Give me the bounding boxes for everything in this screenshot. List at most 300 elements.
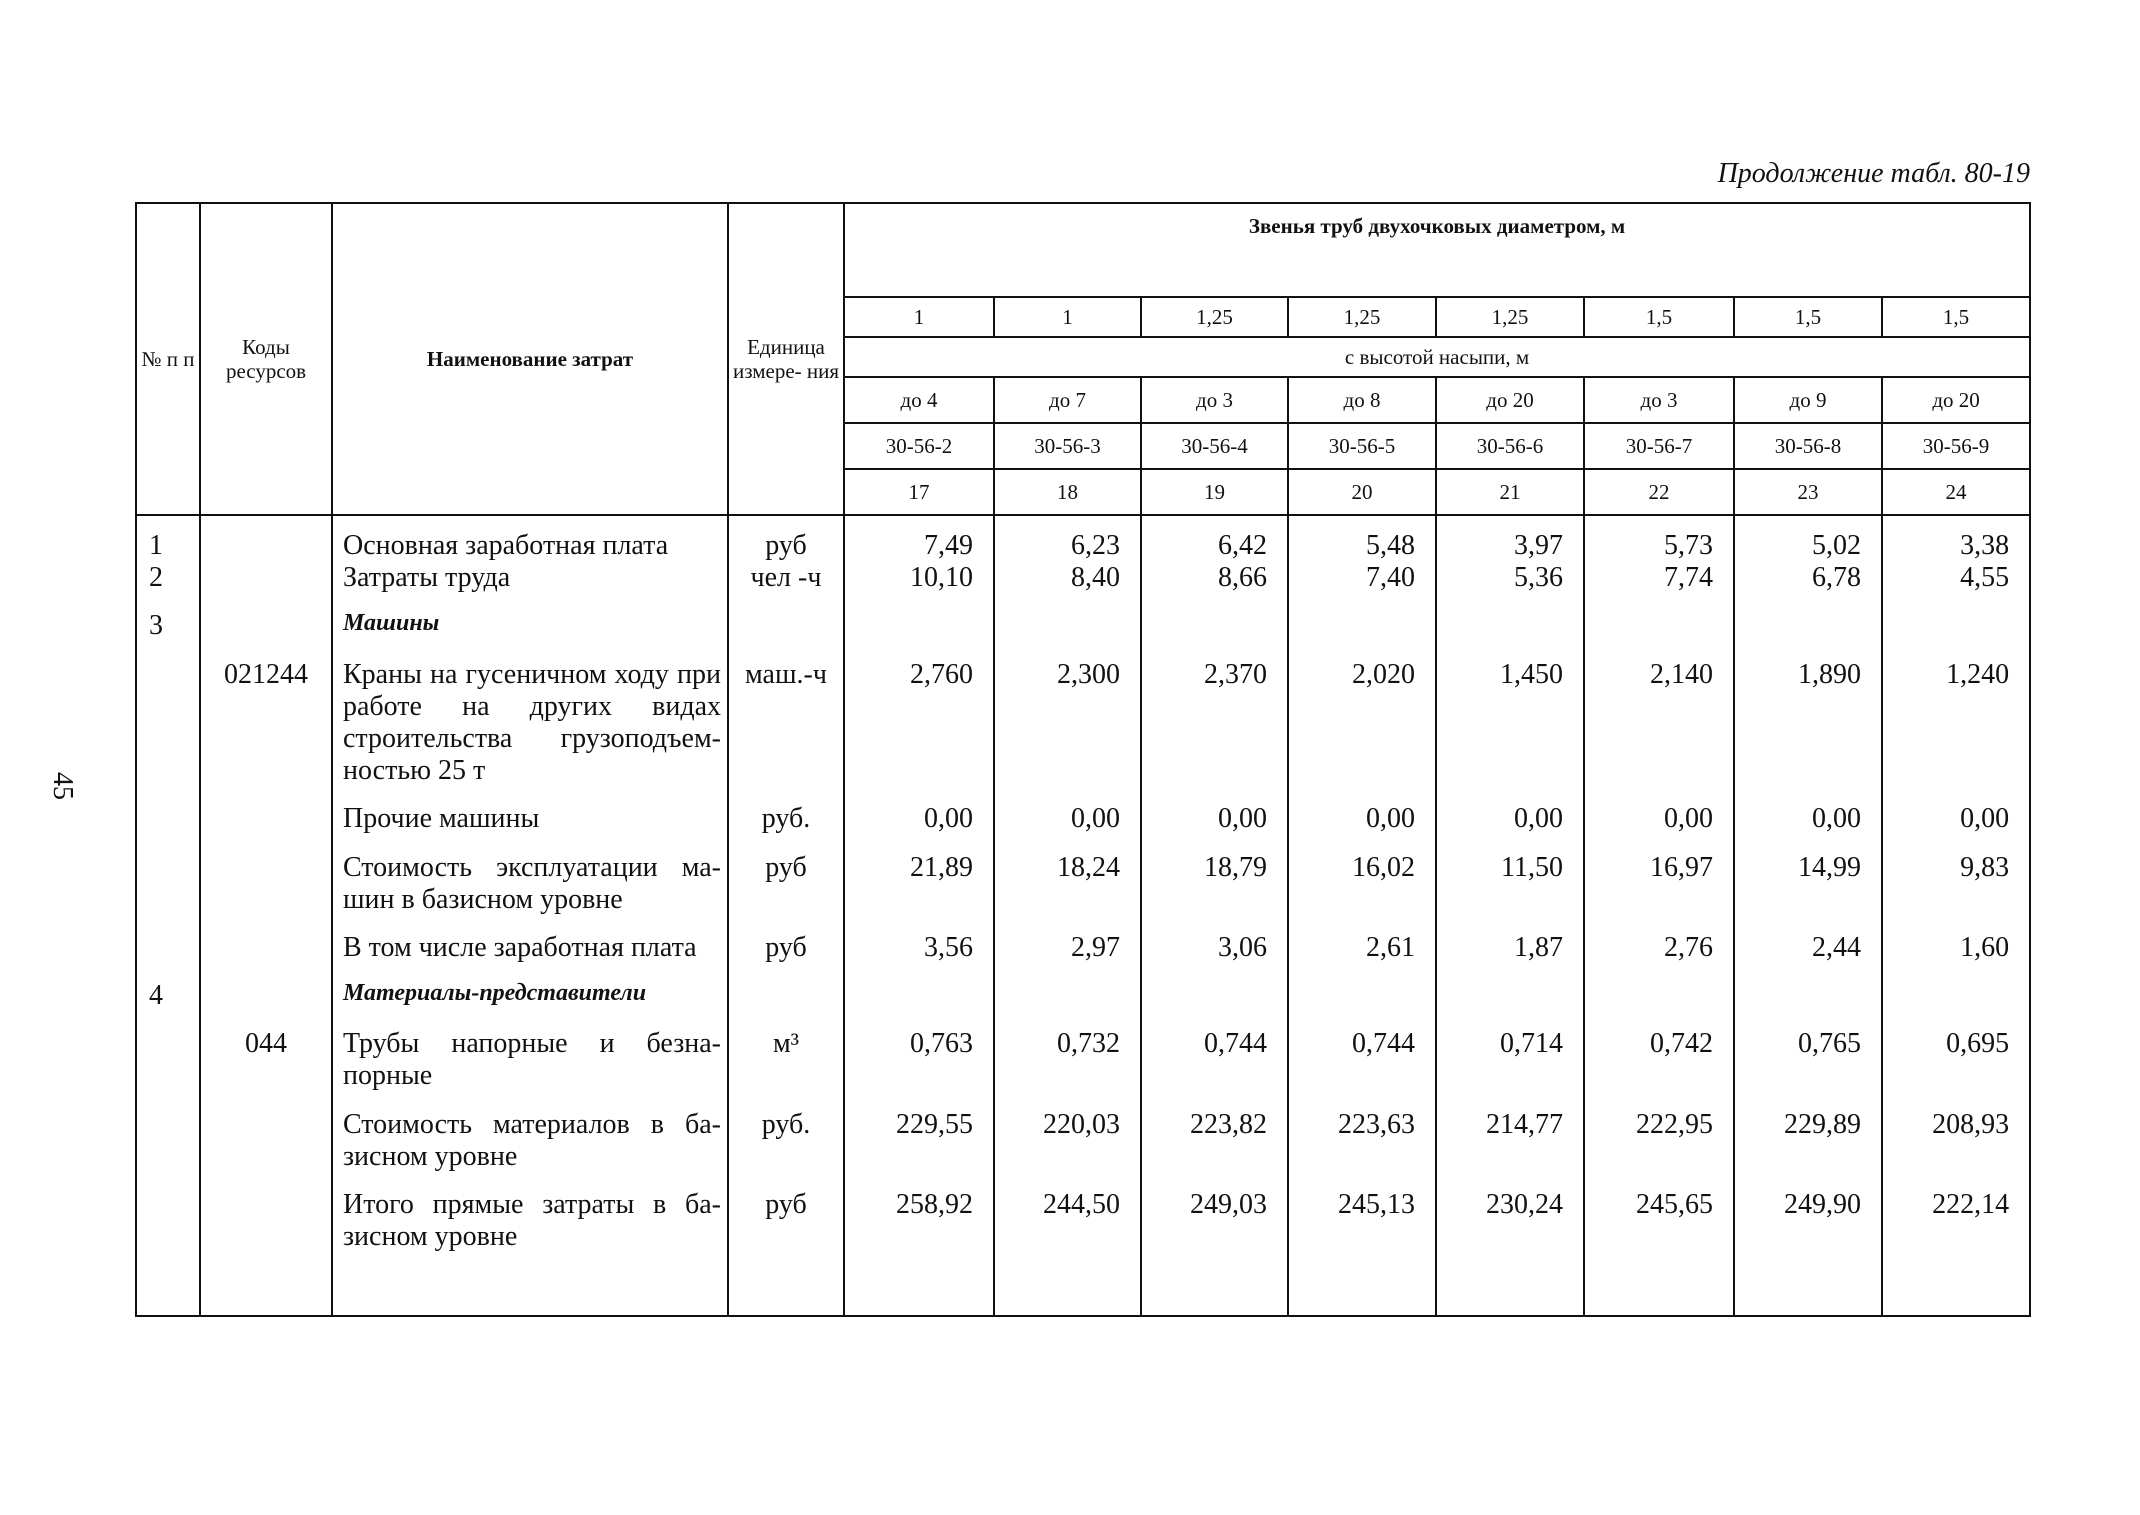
resource-code: 021244 [200,659,332,788]
spacer-cell [1141,916,1288,932]
spacer-cell [844,1253,994,1316]
value-cell: 6,42 [1141,515,1288,562]
value-cell: 0,00 [844,803,994,835]
spacer-cell [1882,594,2030,610]
spacer-cell [200,1012,332,1028]
col-header-height-label: с высотой насыпи, м [844,337,2030,377]
spacer-cell [1882,1253,2030,1316]
spacer-cell [844,1173,994,1189]
spacer-cell [136,787,200,803]
value-cell [1584,610,1734,642]
spacer-cell [136,1012,200,1028]
value-cell: 9,83 [1882,852,2030,916]
unit [728,610,844,642]
table-row [136,932,2030,964]
value-cell [1584,980,1734,1012]
spacer-cell [994,964,1141,980]
col-header-number: 24 [1882,469,2030,515]
row-number [136,932,200,964]
col-header-diameter: 1,5 [1882,297,2030,337]
col-header-name: Наименование затрат [332,203,728,515]
value-cell: 5,48 [1288,515,1436,562]
spacer-cell [844,643,994,659]
value-cell [1288,980,1436,1012]
value-cell [1436,980,1584,1012]
spacer-cell [1882,964,2030,980]
value-cell: 2,44 [1734,932,1882,964]
col-header-height: до 3 [1584,377,1734,423]
value-cell: 2,370 [1141,659,1288,788]
col-header-number: 23 [1734,469,1882,515]
value-cell: 2,76 [1584,932,1734,964]
col-header-diameter: 1,25 [1288,297,1436,337]
cost-name: Итого прямые затраты в ба- зисном уровне [332,1189,728,1253]
cost-name: Затраты труда [332,562,728,594]
spacer-cell [844,594,994,610]
cost-name: Основная заработная плата [332,515,728,562]
col-header-group: Звенья труб двухочковых диаметром, м [844,203,2030,297]
value-cell: 14,99 [1734,852,1882,916]
spacer-cell [1141,1253,1288,1316]
spacer-cell [994,643,1141,659]
value-cell: 16,02 [1288,852,1436,916]
spacer-cell [332,594,728,610]
value-cell: 0,765 [1734,1028,1882,1092]
unit: руб. [728,1109,844,1173]
spacer-cell [1882,1093,2030,1109]
unit: руб [728,1189,844,1253]
spacer-cell [1734,1012,1882,1028]
page-number: 45 [47,772,78,800]
unit: маш.-ч [728,659,844,788]
spacer-cell [1734,964,1882,980]
value-cell: 245,65 [1584,1189,1734,1253]
spacer-cell [1436,1173,1584,1189]
spacer-cell [1882,643,2030,659]
spacer-cell [1288,1253,1436,1316]
spacer-cell [1436,1012,1584,1028]
spacer-cell [844,787,994,803]
value-cell: 7,40 [1288,562,1436,594]
value-cell: 2,61 [1288,932,1436,964]
cost-name: Прочие машины [332,803,728,835]
col-header-height: до 8 [1288,377,1436,423]
spacer-cell [1141,594,1288,610]
spacer-cell [1436,594,1584,610]
value-cell: 8,66 [1141,562,1288,594]
spacer-cell [728,1093,844,1109]
spacer-cell [844,1012,994,1028]
value-cell [994,980,1141,1012]
row-number [136,852,200,916]
value-cell [1288,610,1436,642]
spacer-cell [1882,836,2030,852]
row-number [136,803,200,835]
spacer-cell [1734,787,1882,803]
spacer-cell [728,787,844,803]
value-cell: 258,92 [844,1189,994,1253]
value-cell [1734,610,1882,642]
table-row [136,980,2030,1012]
cost-name: Краны на гусеничном ходу при работе на других видах строительства грузоподъем- ностью 25 т [332,659,728,788]
spacer-cell [1141,836,1288,852]
spacer-cell [1734,916,1882,932]
col-header-unit: Единица измере- ния [728,203,844,515]
unit [728,980,844,1012]
value-cell: 18,24 [994,852,1141,916]
spacer-cell [1288,1012,1436,1028]
col-header-height: до 3 [1141,377,1288,423]
spacer-cell [1584,1012,1734,1028]
value-cell: 0,00 [1584,803,1734,835]
value-cell: 245,13 [1288,1189,1436,1253]
spacer-cell [1882,916,2030,932]
unit: чел -ч [728,562,844,594]
spacer-cell [200,836,332,852]
spacer-cell [728,594,844,610]
col-header-diameter: 1,5 [1734,297,1882,337]
value-cell: 4,55 [1882,562,2030,594]
cost-name: Стоимость эксплуатации ма- шин в базисном уровне [332,852,728,916]
value-cell: 11,50 [1436,852,1584,916]
spacer-cell [994,916,1141,932]
row-number [136,1028,200,1092]
spacer-cell [1584,836,1734,852]
row-number: 2 [136,562,200,594]
spacer-cell [728,643,844,659]
table-row [136,610,2030,642]
spacer-cell [1141,643,1288,659]
resource-code [200,932,332,964]
col-header-diameter: 1 [844,297,994,337]
value-cell: 2,300 [994,659,1141,788]
value-cell: 3,38 [1882,515,2030,562]
spacer-cell [1141,1173,1288,1189]
value-cell [1734,980,1882,1012]
spacer-cell [1288,916,1436,932]
col-header-code: 30-56-7 [1584,423,1734,469]
spacer-cell [1288,643,1436,659]
value-cell [994,610,1141,642]
spacer-cell [994,1093,1141,1109]
spacer-cell [332,1173,728,1189]
value-cell: 3,06 [1141,932,1288,964]
value-cell: 214,77 [1436,1109,1584,1173]
spacer-cell [1436,916,1584,932]
value-cell: 0,763 [844,1028,994,1092]
value-cell: 0,00 [1882,803,2030,835]
value-cell: 222,95 [1584,1109,1734,1173]
value-cell: 222,14 [1882,1189,2030,1253]
spacer-cell [1734,1093,1882,1109]
spacer-cell [1288,787,1436,803]
spacer-cell [1288,594,1436,610]
row-number [136,1189,200,1253]
spacer-cell [136,643,200,659]
row-number [136,1109,200,1173]
spacer-cell [728,916,844,932]
row-number [136,659,200,788]
spacer-cell [136,916,200,932]
spacer-cell [1882,1012,2030,1028]
unit: руб [728,515,844,562]
value-cell: 5,73 [1584,515,1734,562]
spacer-cell [1584,964,1734,980]
table-row [136,1189,2030,1253]
spacer-cell [332,643,728,659]
spacer-cell [332,1093,728,1109]
col-header-height: до 20 [1882,377,2030,423]
value-cell: 0,00 [994,803,1141,835]
value-cell: 3,97 [1436,515,1584,562]
spacer-cell [332,787,728,803]
value-cell: 0,00 [1734,803,1882,835]
spacer-cell [994,594,1141,610]
col-header-number: 20 [1288,469,1436,515]
spacer-cell [1288,1173,1436,1189]
spacer-cell [1436,1093,1584,1109]
spacer-cell [1584,1093,1734,1109]
cost-name: В том числе заработная плата [332,932,728,964]
value-cell: 208,93 [1882,1109,2030,1173]
col-header-height: до 9 [1734,377,1882,423]
resource-code: 044 [200,1028,332,1092]
col-header-num: № п п [136,203,200,515]
spacer-cell [1436,643,1584,659]
row-number: 1 [136,515,200,562]
value-cell: 1,60 [1882,932,2030,964]
value-cell: 16,97 [1584,852,1734,916]
value-cell: 0,695 [1882,1028,2030,1092]
col-header-height: до 20 [1436,377,1584,423]
spacer-cell [1141,1093,1288,1109]
value-cell: 18,79 [1141,852,1288,916]
spacer-cell [200,787,332,803]
spacer-cell [200,594,332,610]
value-cell: 6,23 [994,515,1141,562]
value-cell: 0,00 [1436,803,1584,835]
col-header-number: 21 [1436,469,1584,515]
resource-code [200,515,332,562]
value-cell: 0,00 [1288,803,1436,835]
row-number: 4 [136,980,200,1012]
resource-code [200,980,332,1012]
value-cell: 0,714 [1436,1028,1584,1092]
spacer-cell [1436,836,1584,852]
spacer-cell [1734,1253,1882,1316]
spacer-cell [1141,964,1288,980]
value-cell: 7,49 [844,515,994,562]
value-cell: 1,890 [1734,659,1882,788]
spacer-cell [994,1253,1141,1316]
value-cell: 223,82 [1141,1109,1288,1173]
value-cell: 249,03 [1141,1189,1288,1253]
col-header-code: 30-56-8 [1734,423,1882,469]
spacer-cell [1288,964,1436,980]
value-cell: 1,240 [1882,659,2030,788]
spacer-cell [994,836,1141,852]
spacer-cell [1436,964,1584,980]
value-cell: 0,732 [994,1028,1141,1092]
col-header-code: 30-56-9 [1882,423,2030,469]
table-row [136,1109,2030,1173]
resource-cost-table [135,202,2031,1317]
value-cell: 7,74 [1584,562,1734,594]
value-cell: 2,760 [844,659,994,788]
col-header-diameter: 1,25 [1436,297,1584,337]
spacer-cell [728,836,844,852]
value-cell [1882,980,2030,1012]
unit: руб. [728,803,844,835]
table-row [136,659,2030,788]
spacer-cell [136,594,200,610]
value-cell: 8,40 [994,562,1141,594]
col-header-height: до 7 [994,377,1141,423]
spacer-cell [200,1093,332,1109]
value-cell: 229,55 [844,1109,994,1173]
spacer-cell [136,964,200,980]
spacer-cell [200,1173,332,1189]
value-cell: 244,50 [994,1189,1141,1253]
value-cell: 0,744 [1288,1028,1436,1092]
value-cell: 2,97 [994,932,1141,964]
spacer-cell [136,1253,200,1316]
spacer-cell [844,1093,994,1109]
value-cell [1436,610,1584,642]
spacer-cell [994,1012,1141,1028]
value-cell: 1,87 [1436,932,1584,964]
spacer-cell [994,1173,1141,1189]
value-cell: 6,78 [1734,562,1882,594]
col-header-diameter: 1 [994,297,1141,337]
spacer-cell [332,1253,728,1316]
value-cell: 220,03 [994,1109,1141,1173]
spacer-cell [1584,916,1734,932]
value-cell: 1,450 [1436,659,1584,788]
spacer-cell [136,836,200,852]
value-cell: 2,020 [1288,659,1436,788]
value-cell: 2,140 [1584,659,1734,788]
spacer-cell [1288,1093,1436,1109]
spacer-cell [1584,643,1734,659]
col-header-diameter: 1,25 [1141,297,1288,337]
section-title: Машины [332,610,728,642]
value-cell: 3,56 [844,932,994,964]
spacer-cell [200,643,332,659]
col-header-number: 17 [844,469,994,515]
spacer-cell [1584,594,1734,610]
value-cell: 5,36 [1436,562,1584,594]
spacer-cell [1734,836,1882,852]
col-header-code: 30-56-4 [1141,423,1288,469]
resource-code [200,852,332,916]
spacer-cell [200,964,332,980]
value-cell: 229,89 [1734,1109,1882,1173]
spacer-cell [332,916,728,932]
unit: м³ [728,1028,844,1092]
spacer-cell [1584,1253,1734,1316]
spacer-cell [844,916,994,932]
value-cell: 249,90 [1734,1189,1882,1253]
value-cell [1141,980,1288,1012]
value-cell: 0,742 [1584,1028,1734,1092]
spacer-cell [844,836,994,852]
col-header-height: до 4 [844,377,994,423]
spacer-cell [1734,1173,1882,1189]
spacer-cell [1584,1173,1734,1189]
spacer-cell [728,964,844,980]
col-header-code: 30-56-5 [1288,423,1436,469]
spacer-cell [1436,1253,1584,1316]
value-cell [1141,610,1288,642]
spacer-cell [332,836,728,852]
resource-code [200,1109,332,1173]
col-header-diameter: 1,5 [1584,297,1734,337]
table-continuation-caption: Продолжение табл. 80-19 [1717,158,2030,189]
spacer-cell [200,916,332,932]
cost-name: Стоимость материалов в ба- зисном уровне [332,1109,728,1173]
spacer-cell [1288,836,1436,852]
table-row [136,515,2030,562]
table-row [136,852,2030,916]
spacer-cell [728,1253,844,1316]
col-header-code: 30-56-6 [1436,423,1584,469]
spacer-cell [1882,1173,2030,1189]
value-cell [844,980,994,1012]
section-title: Материалы-представители [332,980,728,1012]
col-header-number: 18 [994,469,1141,515]
value-cell: 21,89 [844,852,994,916]
value-cell: 10,10 [844,562,994,594]
resource-code [200,562,332,594]
col-header-codes: Коды ресурсов [200,203,332,515]
spacer-cell [1584,787,1734,803]
value-cell: 223,63 [1288,1109,1436,1173]
spacer-cell [332,1012,728,1028]
table-row [136,803,2030,835]
table-row [136,1028,2030,1092]
resource-code [200,1189,332,1253]
value-cell: 5,02 [1734,515,1882,562]
cost-name: Трубы напорные и безна- порные [332,1028,728,1092]
spacer-cell [1882,787,2030,803]
spacer-cell [136,1173,200,1189]
unit: руб [728,932,844,964]
unit: руб [728,852,844,916]
spacer-cell [1436,787,1584,803]
col-header-code: 30-56-3 [994,423,1141,469]
spacer-cell [1734,643,1882,659]
table-row [136,562,2030,594]
spacer-cell [332,964,728,980]
value-cell: 0,00 [1141,803,1288,835]
row-number: 3 [136,610,200,642]
spacer-cell [1734,594,1882,610]
value-cell [1882,610,2030,642]
spacer-cell [1141,1012,1288,1028]
resource-code [200,803,332,835]
spacer-cell [200,1253,332,1316]
col-header-code: 30-56-2 [844,423,994,469]
spacer-cell [994,787,1141,803]
col-header-number: 22 [1584,469,1734,515]
resource-code [200,610,332,642]
spacer-cell [728,1173,844,1189]
spacer-cell [1141,787,1288,803]
value-cell: 0,744 [1141,1028,1288,1092]
spacer-cell [844,964,994,980]
spacer-cell [136,1093,200,1109]
